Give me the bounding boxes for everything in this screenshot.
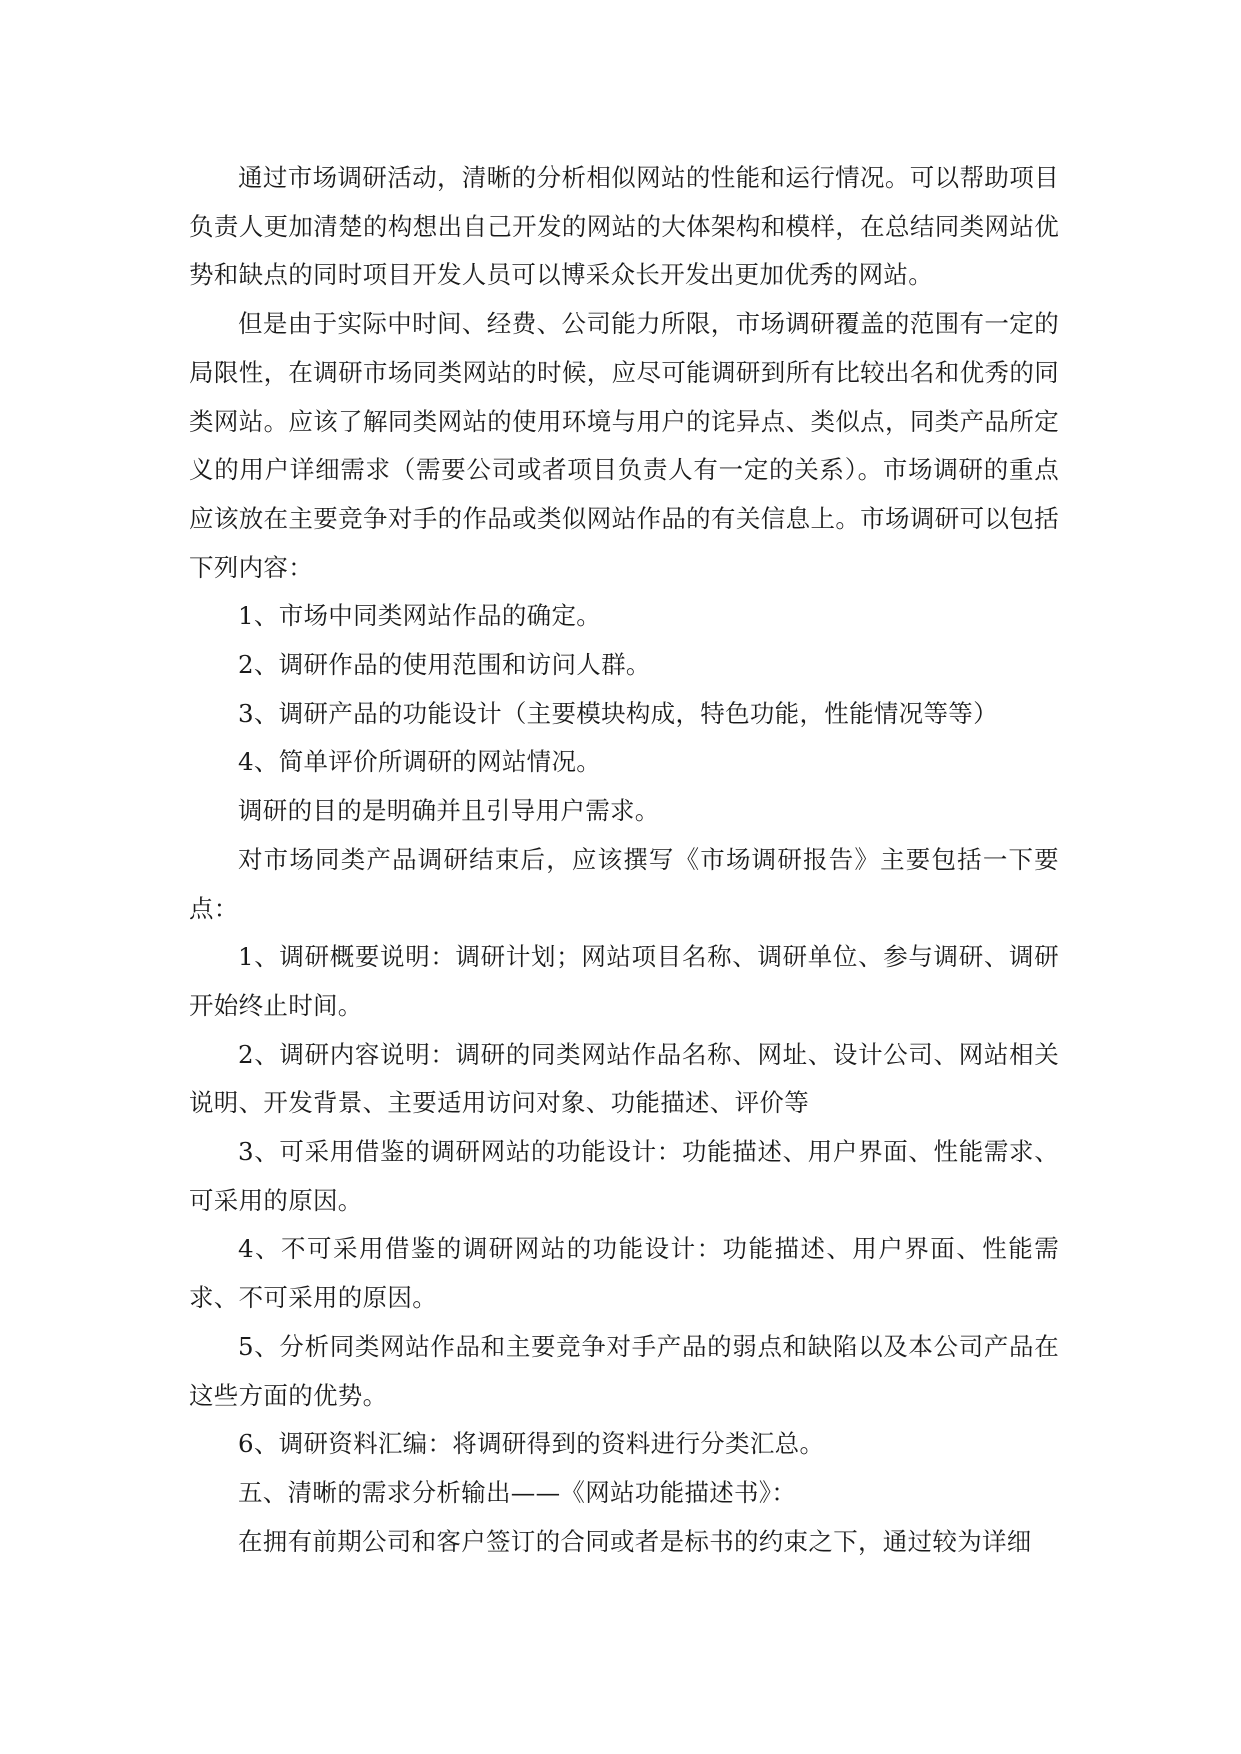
list-item-research-2: 2、调研作品的使用范围和访问人群。 <box>238 650 651 680</box>
list-item-research-3: 3、调研产品的功能设计（主要模块构成，特色功能，性能情况等等） <box>238 698 998 728</box>
paragraph-limitations: 但是由于实际中时间、经费、公司能力所限，市场调研覆盖的范围有一定的局限性，在调研市场同类网站的时候，应尽可能调研到所有比较出名和优秀的同类网站。应该了解同类网站的使用环境与用户的诧异点、类似点，同类产品所定义的用户详细需求（需要公司或者项目负责人有一定的关系）。市场调研的重点应该放在主要竞争对手的作品或类似网站作品的有关信息上。市场调研可以包括下列内容： <box>189 309 1059 582</box>
list-item-report-3: 3、可采用借鉴的调研网站的功能设计：功能描述、用户界面、性能需求、可采用的原因。 <box>189 1137 1059 1215</box>
list-item-report-6: 6、调研资料汇编：将调研得到的资料进行分类汇总。 <box>238 1429 825 1459</box>
document-body <box>189 154 1059 1566</box>
list-item-report-2: 2、调研内容说明：调研的同类网站作品名称、网址、设计公司、网站相关说明、开发背景、主要适用访问对象、功能描述、评价等 <box>189 1039 1059 1118</box>
list-item-report-1: 1、调研概要说明：调研计划；网站项目名称、调研单位、参与调研、调研开始终止时间。 <box>189 942 1059 1020</box>
section-heading-five: 五、清晰的需求分析输出——《网站功能描述书》： <box>238 1477 797 1507</box>
paragraph-final: 在拥有前期公司和客户签订的合同或者是标书的约束之下，通过较为详细 <box>238 1526 1032 1556</box>
list-item-research-4: 4、简单评价所调研的网站情况。 <box>238 747 602 777</box>
list-item-research-1: 1、市场中同类网站作品的确定。 <box>238 601 602 631</box>
list-item-report-5: 5、分析同类网站作品和主要竞争对手产品的弱点和缺陷以及本公司产品在这些方面的优势。 <box>189 1331 1059 1410</box>
paragraph-report-intro: 对市场同类产品调研结束后，应该撰写《市场调研报告》主要包括一下要点： <box>189 844 1059 923</box>
paragraph-intro: 通过市场调研活动，清晰的分析相似网站的性能和运行情况。可以帮助项目负责人更加清楚的构想出自己开发的网站的大体架构和模样，在总结同类网站优势和缺点的同时项目开发人员可以博采众长开发出更加优秀的网站。 <box>189 163 1059 290</box>
paragraph-purpose: 调研的目的是明确并且引导用户需求。 <box>238 796 660 826</box>
list-item-report-4: 4、不可采用借鉴的调研网站的功能设计：功能描述、用户界面、性能需求、不可采用的原因。 <box>189 1234 1059 1313</box>
